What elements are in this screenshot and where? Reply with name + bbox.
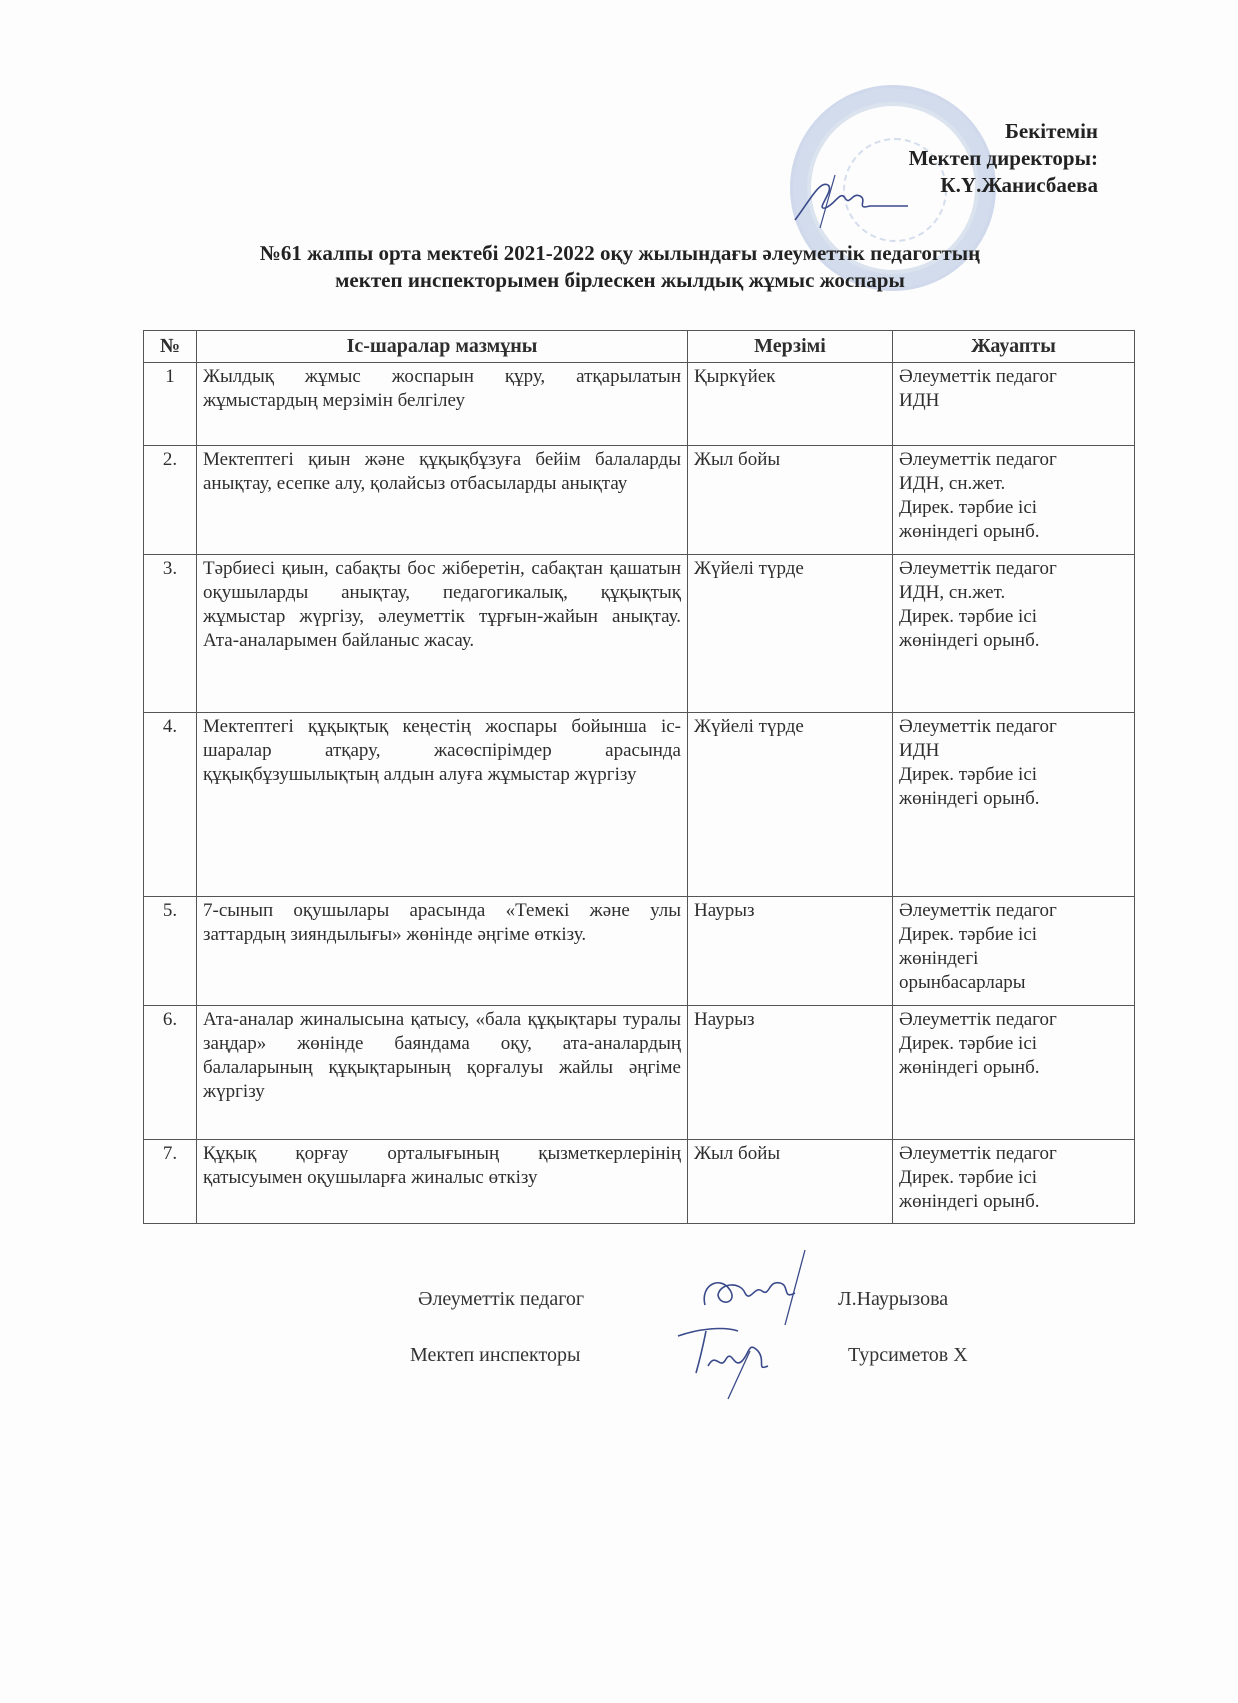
row-number: 3.	[144, 555, 197, 713]
responsible-line: Әлеуметтік педагог	[899, 366, 1057, 387]
signature-row-school-inspector	[0, 1336, 1238, 1376]
approval-position: Мектеп директоры:	[908, 146, 1098, 170]
row-term: Жүйелі түрде	[688, 713, 893, 897]
row-number: 5.	[144, 897, 197, 1006]
row-number: 6.	[144, 1006, 197, 1140]
row-number: 1	[144, 363, 197, 446]
work-plan-table	[143, 330, 1135, 1224]
row-activity: Мектептегі құқықтық кеңестің жоспары бойынша іс-шаралар атқару, жасөспірімдер арасында құқықбұзушылықтың алдын алуға жұмыстар жүргізу	[197, 713, 688, 897]
row-responsible	[893, 446, 1135, 555]
row-number: 7.	[144, 1140, 197, 1224]
responsible-line: ИДН	[899, 740, 940, 761]
header-term: Мерзімі	[688, 331, 893, 363]
row-activity: Тәрбиесі қиын, сабақты бос жіберетін, сабақтан қашатын оқушыларды анықтау, педагогикалық, құқықтық жұмыстар жүргізу, әлеуметтік тұрғын-жайын анықтау. Ата-аналарымен байланыс жасау.	[197, 555, 688, 713]
table-row	[144, 713, 1135, 897]
row-term: Жыл бойы	[688, 446, 893, 555]
responsible-line: Әлеуметтік педагог	[899, 449, 1057, 470]
row-responsible	[893, 1006, 1135, 1140]
document-title	[140, 240, 1100, 294]
row-responsible	[893, 363, 1135, 446]
header-activities: Іс-шаралар мазмұны	[197, 331, 688, 363]
table-row	[144, 446, 1135, 555]
approval-director-name: К.Ү.Жанисбаева	[940, 173, 1098, 197]
responsible-line: Дирек. тәрбие ісі	[899, 606, 1038, 627]
row-activity: Жылдық жұмыс жоспарын құру, атқарылатын жұмыстардың мерзімін белгілеу	[197, 363, 688, 446]
row-responsible	[893, 713, 1135, 897]
row-responsible	[893, 555, 1135, 713]
responsible-line: ИДН, сн.жет.	[899, 582, 1006, 603]
responsible-line: Әлеуметтік педагог	[899, 1143, 1057, 1164]
title-line-1: №61 жалпы орта мектебі 2021-2022 оқу жылындағы әлеуметтік педагогтың	[259, 241, 981, 265]
responsible-line: Әлеуметтік педагог	[899, 900, 1057, 921]
responsible-line: жөніндегі орынб.	[899, 630, 1040, 651]
signature-row-social-pedagogue	[0, 1280, 1238, 1320]
row-number: 4.	[144, 713, 197, 897]
responsible-line: ИДН	[899, 390, 940, 411]
handwritten-signature-icon	[668, 1311, 798, 1401]
row-activity: Мектептегі қиын және құқықбұзуға бейім балаларды анықтау, есепке алу, қолайсыз отбасыларды анықтау	[197, 446, 688, 555]
row-term: Жүйелі түрде	[688, 555, 893, 713]
responsible-line: Дирек. тәрбие ісі	[899, 924, 1038, 945]
responsible-line: орынбасарлары	[899, 972, 1026, 993]
table-row	[144, 1006, 1135, 1140]
row-responsible	[893, 1140, 1135, 1224]
responsible-line: жөніндегі орынб.	[899, 788, 1040, 809]
header-number: №	[144, 331, 197, 363]
row-term: Наурыз	[688, 897, 893, 1006]
responsible-line: жөніндегі орынб.	[899, 521, 1040, 542]
header-responsible: Жауапты	[893, 331, 1135, 363]
approval-block	[909, 118, 1098, 199]
director-signature-icon	[790, 170, 910, 230]
responsible-line: Әлеуметтік педагог	[899, 716, 1057, 737]
table-header-row	[144, 331, 1135, 363]
responsible-line: Әлеуметтік педагог	[899, 558, 1057, 579]
row-activity: Ата-аналар жиналысына қатысу, «бала құқықтары туралы заңдар» жөнінде баяндама оқу, ата-аналардың балаларының құқықтарының қорғалуы жайлы әңгіме жүргізу	[197, 1006, 688, 1140]
row-number: 2.	[144, 446, 197, 555]
table-row	[144, 555, 1135, 713]
signature-name: Л.Наурызова	[838, 1288, 949, 1310]
signature-role: Мектеп инспекторы	[410, 1344, 581, 1366]
responsible-line: Дирек. тәрбие ісі	[899, 764, 1038, 785]
row-activity: 7-сынып оқушылары арасында «Темекі және улы заттардың зияндылығы» жөнінде әңгіме өткізу.	[197, 897, 688, 1006]
approval-label: Бекітемін	[1004, 119, 1098, 143]
table-row	[144, 363, 1135, 446]
row-term: Жыл бойы	[688, 1140, 893, 1224]
responsible-line: Дирек. тәрбие ісі	[899, 1167, 1038, 1188]
responsible-line: ИДН, сн.жет.	[899, 473, 1006, 494]
responsible-line: Дирек. тәрбие ісі	[899, 1033, 1038, 1054]
row-term: Наурыз	[688, 1006, 893, 1140]
row-activity: Құқық қорғау орталығының қызметкерлерінің қатысуымен оқушыларға жиналыс өткізу	[197, 1140, 688, 1224]
responsible-line: жөніндегі	[899, 948, 979, 969]
table-row	[144, 1140, 1135, 1224]
signature-role: Әлеуметтік педагог	[418, 1288, 585, 1310]
table-row	[144, 897, 1135, 1006]
responsible-line: Әлеуметтік педагог	[899, 1009, 1057, 1030]
responsible-line: жөніндегі орынб.	[899, 1057, 1040, 1078]
row-term: Қыркүйек	[688, 363, 893, 446]
responsible-line: жөніндегі орынб.	[899, 1191, 1040, 1212]
row-responsible	[893, 897, 1135, 1006]
title-line-2: мектеп инспекторымен бірлескен жылдық жұмыс жоспары	[335, 268, 905, 292]
responsible-line: Дирек. тәрбие ісі	[899, 497, 1038, 518]
signature-name: Турсиметов Х	[848, 1344, 968, 1366]
